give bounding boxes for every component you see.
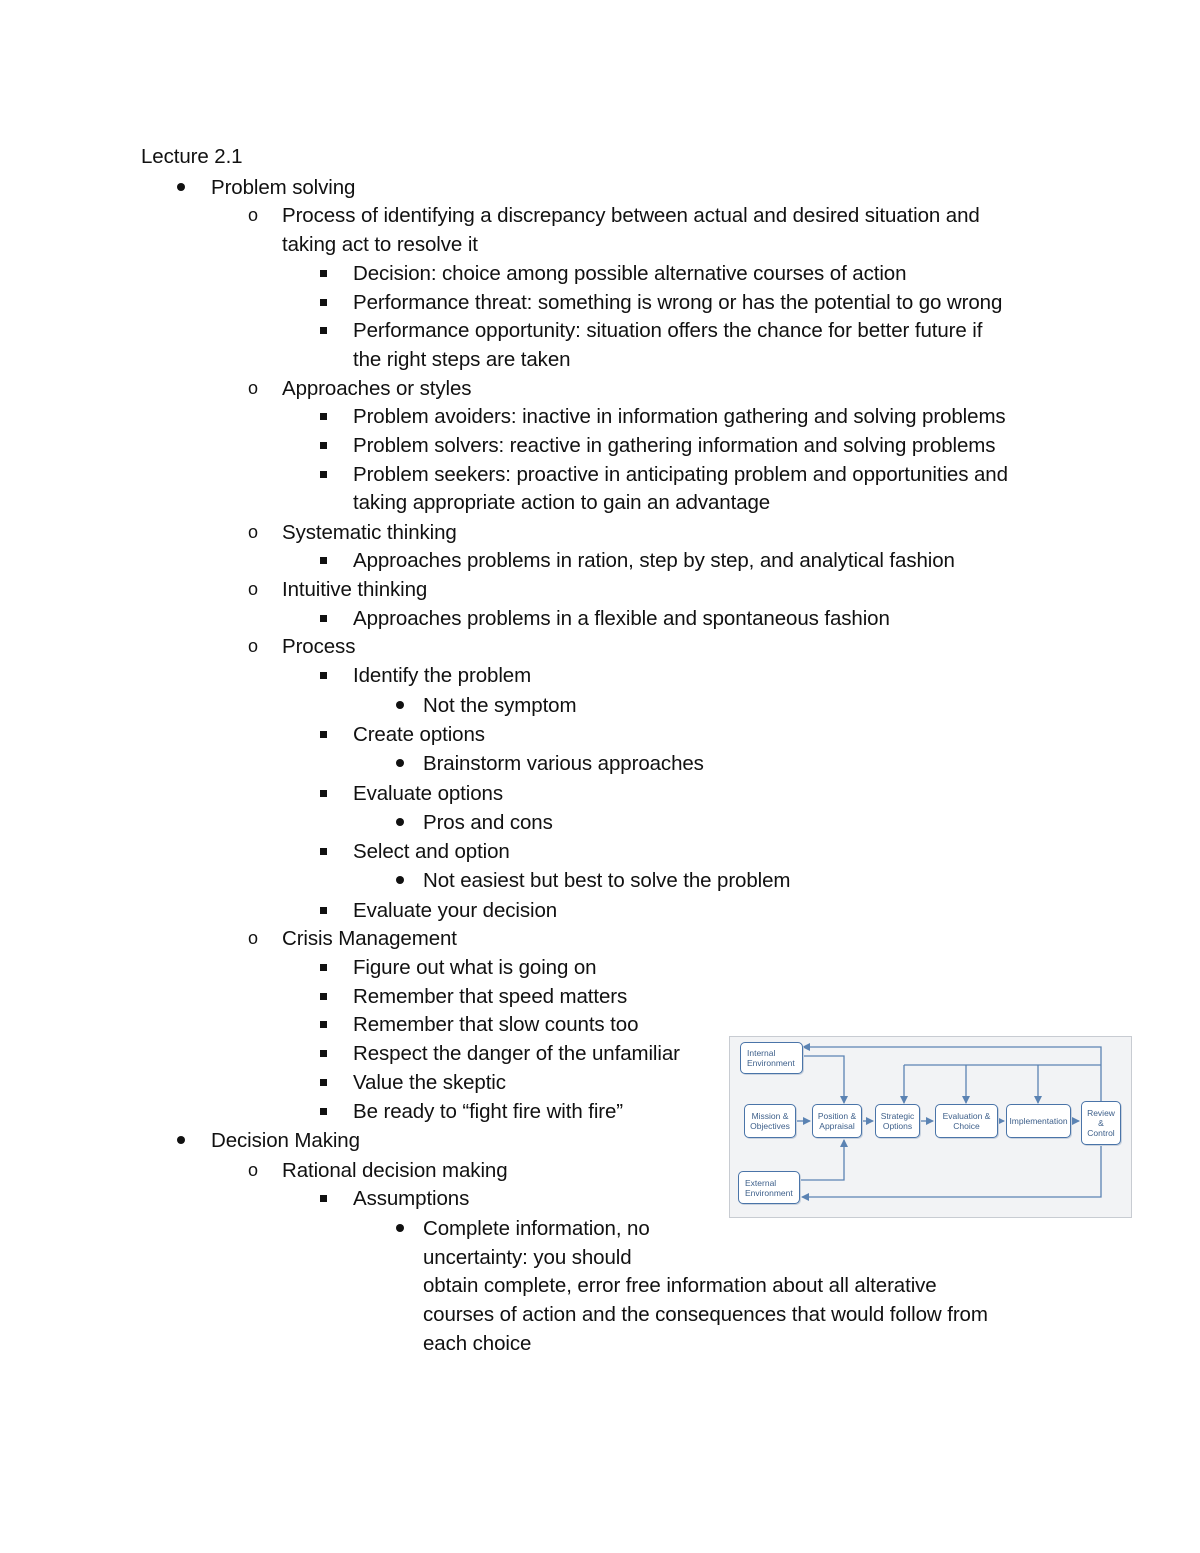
list-item-continued: obtain complete, error free information about all alterative bbox=[423, 1274, 937, 1297]
arrow-review-to-external bbox=[802, 1141, 1101, 1197]
list-item: Approaches problems in ration, step by step, and analytical fashion bbox=[353, 549, 955, 572]
list-item: Evaluate your decision bbox=[353, 899, 558, 922]
list-item: Decision: choice among possible alternative courses of action bbox=[353, 262, 907, 285]
list-item-continued: uncertainty: you should bbox=[423, 1246, 632, 1269]
list-item: Crisis Management bbox=[282, 927, 457, 950]
list-item: Performance opportunity: situation offers the chance for better future if bbox=[353, 319, 983, 342]
node-strategic-options: Strategic Options bbox=[875, 1104, 920, 1138]
list-item: Intuitive thinking bbox=[282, 578, 428, 601]
list-item: Process bbox=[282, 635, 356, 658]
node-mission-objectives: Mission & Objectives bbox=[744, 1104, 796, 1138]
list-item-continued: courses of action and the consequences that would follow from bbox=[423, 1303, 988, 1326]
strategy-process-diagram bbox=[729, 1036, 1132, 1218]
list-item: Create options bbox=[353, 723, 485, 746]
list-item: Pros and cons bbox=[423, 811, 553, 834]
node-implementation: Implementation bbox=[1006, 1104, 1071, 1138]
bullet-circle-icon: o bbox=[248, 579, 259, 599]
list-item: Approaches problems in a flexible and spontaneous fashion bbox=[353, 607, 890, 630]
arrow-internal-to-position bbox=[798, 1056, 844, 1103]
heading-problem-solving: Problem solving bbox=[211, 176, 356, 199]
list-item: Rational decision making bbox=[282, 1159, 508, 1182]
list-item: Respect the danger of the unfamiliar bbox=[353, 1042, 680, 1065]
list-item: Remember that slow counts too bbox=[353, 1013, 639, 1036]
arrow-external-to-position bbox=[800, 1140, 844, 1180]
list-item-continued: the right steps are taken bbox=[353, 348, 571, 371]
list-item: Value the skeptic bbox=[353, 1071, 506, 1094]
list-item: Remember that speed matters bbox=[353, 985, 628, 1008]
bullet-circle-icon: o bbox=[248, 378, 259, 398]
list-item: Evaluate options bbox=[353, 782, 503, 805]
lecture-title: Lecture 2.1 bbox=[141, 145, 243, 168]
node-review-control: Review & Control bbox=[1081, 1101, 1121, 1145]
list-item: Problem solvers: reactive in gathering information and solving problems bbox=[353, 434, 996, 457]
bullet-circle-icon: o bbox=[248, 636, 259, 656]
list-item: Problem avoiders: inactive in information gathering and solving problems bbox=[353, 405, 1006, 428]
node-evaluation-choice: Evaluation & Choice bbox=[935, 1104, 998, 1138]
bullet-circle-icon: o bbox=[248, 205, 259, 225]
list-item: Complete information, no bbox=[423, 1217, 650, 1240]
list-item-continued: taking act to resolve it bbox=[282, 233, 478, 256]
list-item: Identify the problem bbox=[353, 664, 532, 687]
list-item: Assumptions bbox=[353, 1187, 470, 1210]
list-item: Performance threat: something is wrong or has the potential to go wrong bbox=[353, 291, 1003, 314]
list-item-continued: taking appropriate action to gain an advantage bbox=[353, 491, 771, 514]
list-item: Problem seekers: proactive in anticipating problem and opportunities and bbox=[353, 463, 1008, 486]
bullet-circle-icon: o bbox=[248, 1160, 259, 1180]
node-position-appraisal: Position & Appraisal bbox=[812, 1104, 862, 1138]
bullet-circle-icon: o bbox=[248, 522, 259, 542]
list-item: Select and option bbox=[353, 840, 510, 863]
node-internal-environment: Internal Environment bbox=[740, 1042, 803, 1074]
heading-decision-making: Decision Making bbox=[211, 1129, 360, 1152]
list-item: Brainstorm various approaches bbox=[423, 752, 704, 775]
list-item: Not the symptom bbox=[423, 694, 577, 717]
list-item-continued: each choice bbox=[423, 1332, 532, 1355]
arrow-review-to-internal bbox=[803, 1047, 1101, 1103]
bullet-circle-icon: o bbox=[248, 928, 259, 948]
node-external-environment: External Environment bbox=[738, 1171, 800, 1204]
list-item: Process of identifying a discrepancy between actual and desired situation and bbox=[282, 204, 980, 227]
list-item: Be ready to “fight fire with fire” bbox=[353, 1100, 624, 1123]
list-item: Not easiest but best to solve the problem bbox=[423, 869, 791, 892]
list-item: Figure out what is going on bbox=[353, 956, 597, 979]
list-item: Approaches or styles bbox=[282, 377, 472, 400]
list-item: Systematic thinking bbox=[282, 521, 457, 544]
